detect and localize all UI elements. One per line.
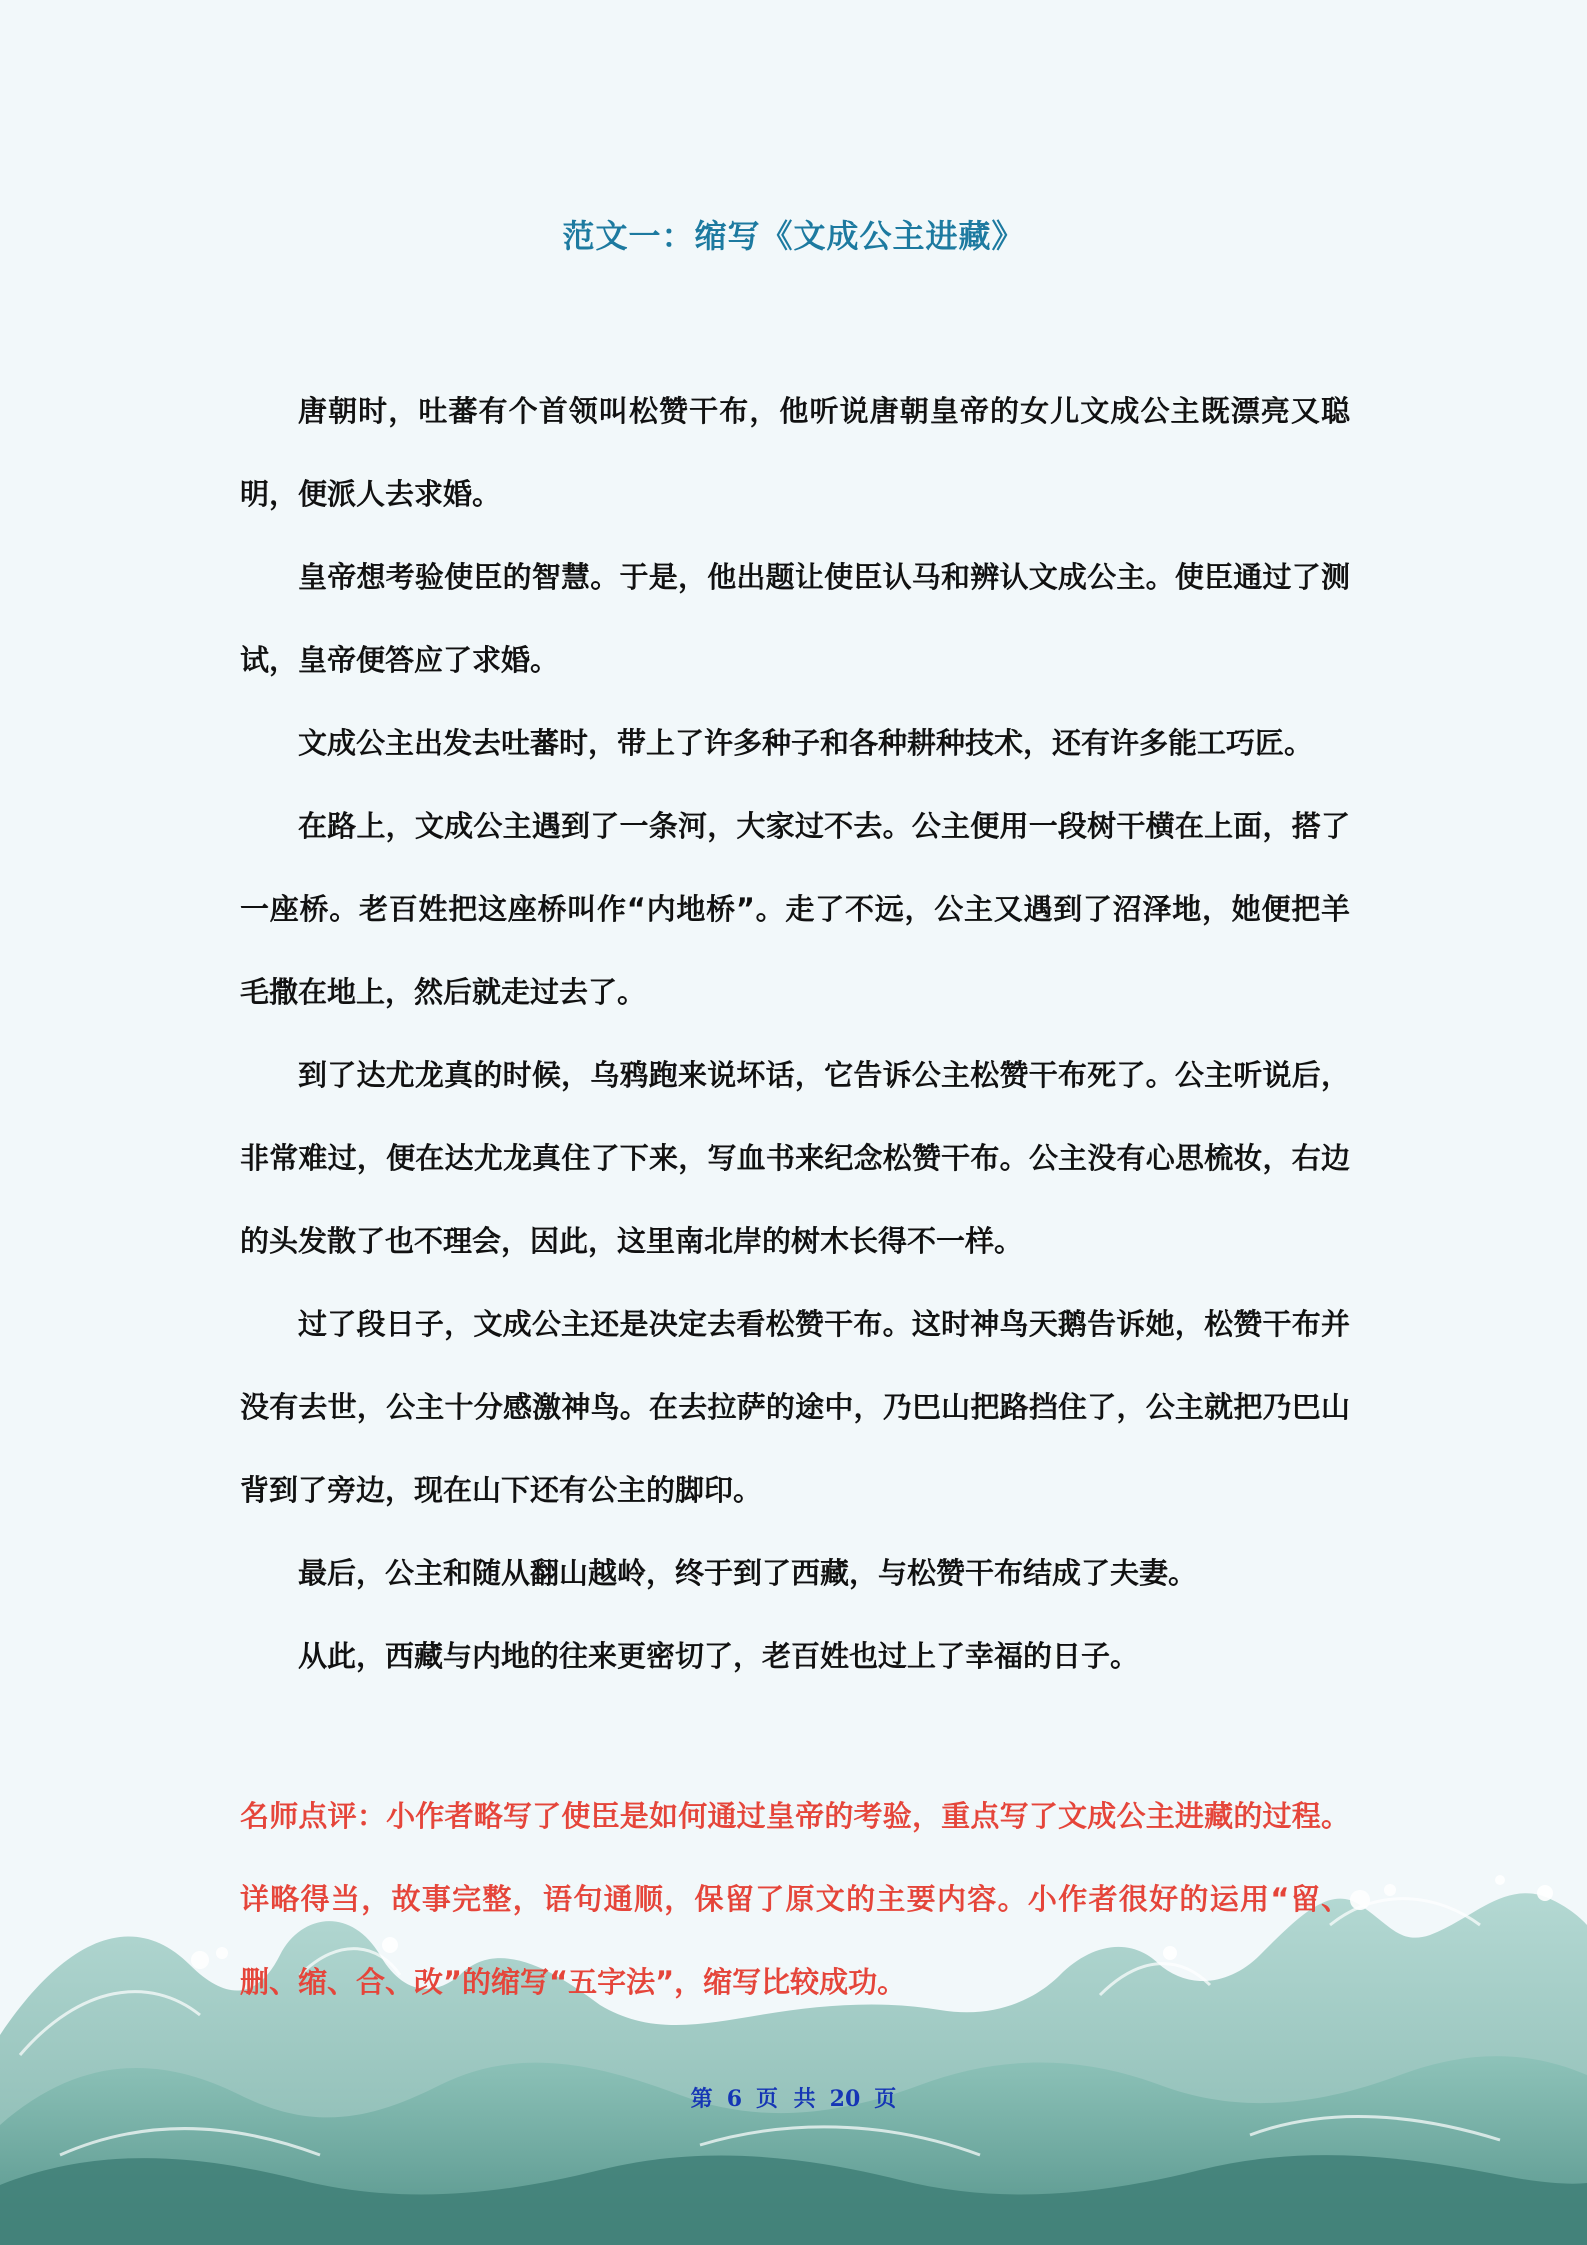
teacher-comment: 名师点评：小作者略写了使臣是如何通过皇帝的考验，重点写了文成公主进藏的过程。详略得当，故事完整，语句通顺，保留了原文的主要内容。小作者很好的运用“留、删、缩、合、改”的缩写“五字法”，缩写比较成功。	[240, 1799, 1350, 1999]
body-paragraph: 到了达尤龙真的时候，乌鸦跑来说坏话，它告诉公主松赞干布死了。公主听说后，非常难过，便在达尤龙真住了下来，写血书来纪念松赞干布。公主没有心思梳妆，右边的头发散了也不理会，因此，这里南北岸的树木长得不一样。	[240, 1058, 1350, 1258]
body-paragraph: 从此，西藏与内地的往来更密切了，老百姓也过上了幸福的日子。	[298, 1639, 1140, 1673]
total-pages: 20	[829, 2086, 861, 2112]
document-body	[240, 370, 1350, 1698]
document-title: 范文一：缩写《文成公主进藏》	[562, 217, 1025, 255]
body-paragraph: 过了段日子，文成公主还是决定去看松赞干布。这时神鸟天鹅告诉她，松赞干布并没有去世，公主十分感激神鸟。在去拉萨的途中，乃巴山把路挡住了，公主就把乃巴山背到了旁边，现在山下还有公主的脚印。	[240, 1307, 1350, 1507]
page-number-suffix: 页	[874, 2086, 897, 2112]
body-paragraph: 最后，公主和随从翻山越岭，终于到了西藏，与松赞干布结成了夫妻。	[298, 1556, 1198, 1590]
body-paragraph: 皇帝想考验使臣的智慧。于是，他出题让使臣认马和辨认文成公主。使臣通过了测试，皇帝便答应了求婚。	[240, 560, 1350, 677]
page-number	[0, 2082, 1587, 2113]
body-paragraph: 文成公主出发去吐蕃时，带上了许多种子和各种耕种技术，还有许多能工巧匠。	[298, 726, 1314, 760]
current-page: 6	[726, 2086, 742, 2112]
body-paragraph: 在路上，文成公主遇到了一条河，大家过不去。公主便用一段树干横在上面，搭了一座桥。老百姓把这座桥叫作“内地桥”。走了不远，公主又遇到了沼泽地，她便把羊毛撒在地上，然后就走过去了。	[240, 809, 1350, 1009]
body-paragraph: 唐朝时，吐蕃有个首领叫松赞干布，他听说唐朝皇帝的女儿文成公主既漂亮又聪明，便派人去求婚。	[240, 394, 1350, 511]
page-number-prefix: 第	[690, 2086, 713, 2112]
page-number-mid: 页 共	[756, 2086, 816, 2112]
